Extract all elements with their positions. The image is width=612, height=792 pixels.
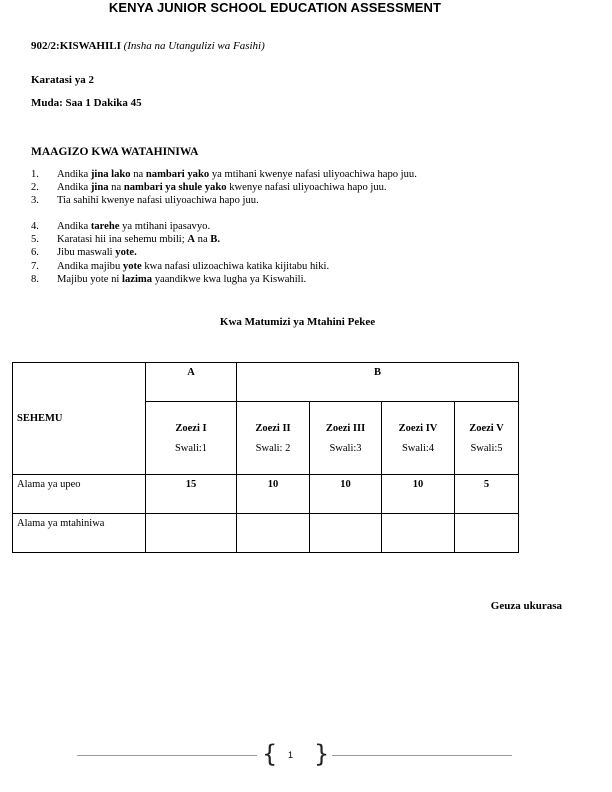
candidate-marks-label: Alama ya mtahiniwa <box>13 514 146 553</box>
column-header: Zoezi V Swali:5 <box>455 402 519 475</box>
group-a-header: A <box>146 363 237 402</box>
instruction-item <box>31 260 329 273</box>
page-number: 1 <box>288 750 294 760</box>
right-brace-icon: } <box>314 740 330 768</box>
instruction-emphasis: nambari yako <box>145 169 210 180</box>
instruction-number: 4. <box>31 221 39 232</box>
instruction-number: 5. <box>31 234 39 246</box>
instruction-number: 3. <box>31 195 39 207</box>
candidate-mark-input[interactable] <box>382 514 455 553</box>
column-header: Zoezi II Swali: 2 <box>237 402 310 475</box>
max-mark-cell: 10 <box>310 475 382 514</box>
max-mark-cell: 15 <box>146 475 237 514</box>
instruction-emphasis: yote. <box>115 247 137 259</box>
footer-rule-left <box>77 755 257 756</box>
instruction-text: Jibu maswali <box>57 247 116 259</box>
instruction-emphasis: jina <box>90 182 109 194</box>
instruction-text: Andika <box>57 182 91 194</box>
candidate-mark-input[interactable] <box>237 514 310 553</box>
instruction-text: na <box>195 234 211 246</box>
instruction-item <box>31 220 329 233</box>
instruction-item <box>31 168 417 181</box>
instruction-number: 1. <box>31 169 39 180</box>
instruction-emphasis: yote <box>122 260 142 272</box>
instruction-emphasis: jina lako <box>90 169 131 180</box>
instruction-number: 6. <box>31 247 39 259</box>
turn-over-note: Geuza ukurasa <box>490 600 562 612</box>
paper-subtitle: (Insha na Utangulizi wa Fasihi) <box>123 40 265 52</box>
max-mark-cell: 10 <box>382 475 455 514</box>
instruction-text: ya mtihani ipasavyo. <box>119 221 211 232</box>
instructions-heading: MAAGIZO KWA WATAHINIWA <box>31 146 199 158</box>
instruction-text: Andika <box>57 221 91 232</box>
instruction-text: Karatasi hii ina sehemu mbili; <box>57 234 188 246</box>
footer-rule-right <box>332 755 512 756</box>
instruction-text: ya mtihani kwenye nafasi uliyoachiwa hapo juu. <box>209 169 417 180</box>
candidate-mark-input[interactable] <box>146 514 237 553</box>
column-header: Zoezi III Swali:3 <box>310 402 382 475</box>
paper-code: 902/2:KISWAHILI <box>31 40 121 52</box>
instruction-text: Andika majibu <box>57 260 123 272</box>
section-label: SEHEMU <box>17 413 63 424</box>
max-mark-cell: 5 <box>455 475 519 514</box>
instruction-emphasis: nambari ya shule yako <box>123 182 227 194</box>
instruction-text: Majibu yote ni <box>57 273 123 285</box>
paper-duration: Muda: Saa 1 Dakika 45 <box>31 97 142 109</box>
instruction-item <box>31 273 329 286</box>
instructions-list-1 <box>31 168 417 208</box>
candidate-mark-input[interactable] <box>455 514 519 553</box>
max-mark-cell: 10 <box>237 475 310 514</box>
instruction-item <box>31 246 329 259</box>
instruction-emphasis: A <box>187 234 195 246</box>
instruction-emphasis: tarehe <box>90 221 120 232</box>
instruction-number: 2. <box>31 182 39 194</box>
paper-number: Karatasi ya 2 <box>31 74 94 86</box>
instruction-text: kwenye nafasi uliyoachiwa hapo juu. <box>226 182 387 194</box>
instruction-item <box>31 181 417 194</box>
instruction-emphasis: B. <box>210 234 221 246</box>
instruction-number: 7. <box>31 260 39 272</box>
paper-code-line <box>31 40 265 52</box>
instruction-text: yaandikwe kwa lugha ya Kiswahili. <box>152 273 307 285</box>
instruction-emphasis: lazima <box>122 273 153 285</box>
instruction-text: na <box>130 169 146 180</box>
instruction-text: Andika <box>57 169 91 180</box>
marks-table <box>12 362 519 553</box>
group-b-header: B <box>237 363 519 402</box>
instruction-text: na <box>108 182 124 194</box>
section-label-cell <box>13 363 146 475</box>
candidate-mark-input[interactable] <box>310 514 382 553</box>
instruction-item <box>31 233 329 246</box>
examiner-heading: Kwa Matumizi ya Mtahini Pekee <box>219 316 376 328</box>
left-brace-icon: { <box>262 740 278 768</box>
max-marks-label: Alama ya upeo <box>13 475 146 514</box>
instruction-text: kwa nafasi ulizoachiwa katika kijitabu hiki. <box>141 260 330 272</box>
column-header: Zoezi IV Swali:4 <box>382 402 455 475</box>
instructions-list-2 <box>31 220 329 286</box>
column-header: Zoezi I Swali:1 <box>146 402 237 475</box>
document-title: KENYA JUNIOR SCHOOL EDUCATION ASSESSMENT <box>108 0 442 15</box>
instruction-text: Tia sahihi kwenye nafasi uliyoachiwa hapo juu. <box>57 195 259 207</box>
instruction-item <box>31 194 417 207</box>
instruction-number: 8. <box>31 273 39 285</box>
